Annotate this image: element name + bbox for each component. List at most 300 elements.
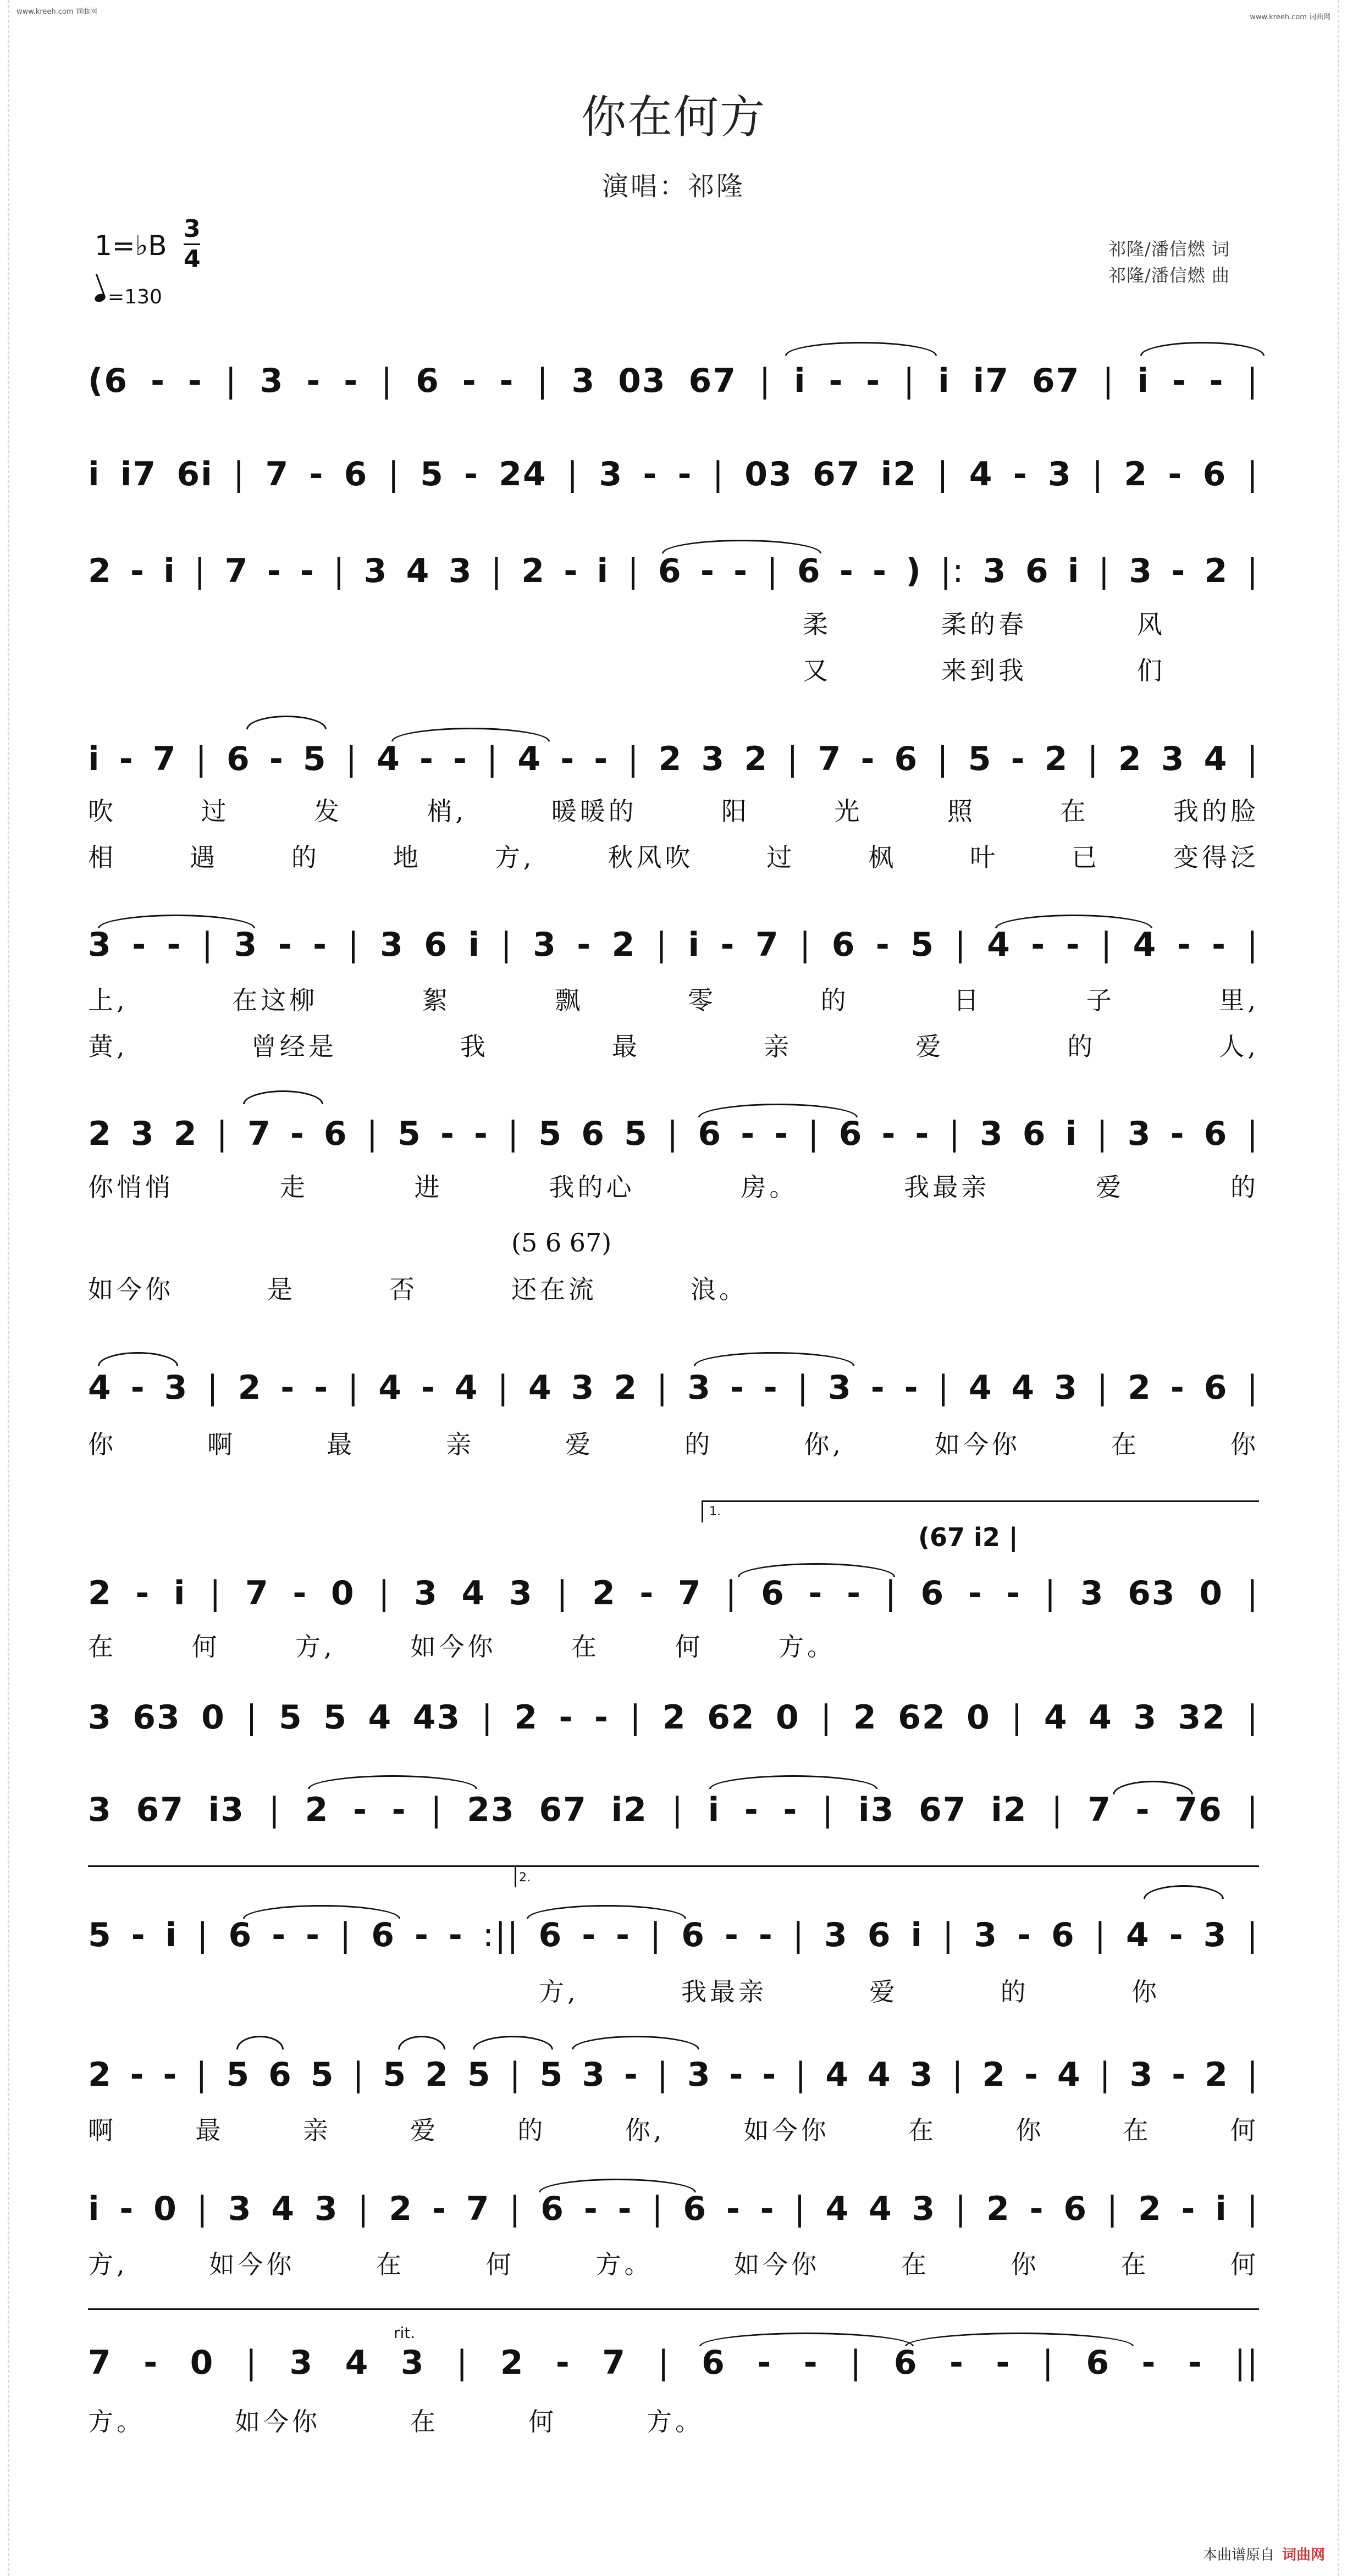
note-token: 4 — [517, 740, 542, 778]
note-token: 6 — [1063, 2190, 1088, 2228]
lyric-segment: 的 — [517, 2115, 546, 2145]
lyric-segment: 在这柳 — [232, 985, 318, 1015]
note-token: i — [88, 2190, 101, 2228]
note-token: 2 — [744, 740, 769, 778]
lyric-segment: 梢, — [427, 796, 467, 826]
lyric-line-6b — [88, 1270, 748, 1306]
note-token: 5 — [968, 740, 992, 778]
lyric-segment: 又 — [803, 656, 831, 685]
barline: | — [490, 552, 503, 590]
note-token: i3 — [208, 1791, 245, 1829]
note-token: i — [1065, 1115, 1078, 1153]
note-token: - — [1177, 926, 1192, 964]
note-token: 3 — [827, 1369, 852, 1407]
lyric-segment: 啊 — [88, 2115, 117, 2145]
note-token: - — [151, 362, 165, 400]
note-token: 6 — [893, 2344, 918, 2382]
note-token: - — [448, 1916, 463, 1954]
note-token: 62 — [707, 1698, 755, 1737]
note-token: 2 — [1205, 2056, 1229, 2094]
note-token: - — [873, 552, 888, 590]
note-token: i — [688, 926, 701, 964]
barline: | — [954, 926, 967, 964]
note-token: 67 — [539, 1791, 587, 1829]
tie-slur — [308, 1775, 477, 1789]
note-token: 6 — [371, 1916, 395, 1954]
barline: | — [509, 2190, 522, 2228]
note-token: 3 — [400, 2344, 425, 2382]
barline: | — [1100, 926, 1113, 964]
note-token: 67 — [688, 362, 737, 400]
note-token: 6 — [344, 455, 368, 494]
tie-slur — [785, 342, 937, 356]
lyric-segment: 的 — [1067, 1032, 1096, 1061]
note-token: 4 — [1044, 1698, 1068, 1737]
note-token: 3 — [289, 2344, 314, 2382]
note-token: - — [677, 455, 693, 494]
note-token: 2 — [88, 1574, 112, 1613]
barline: | — [937, 455, 949, 494]
note-token: 4 — [987, 926, 1011, 964]
note-token: - — [741, 1115, 756, 1153]
lyric-segment: 爱 — [869, 1977, 898, 2007]
time-signature — [184, 216, 201, 273]
lyric-segment: 如今你 — [410, 1632, 496, 1661]
barline: | — [650, 1916, 663, 1954]
note-token: 4 — [867, 2056, 892, 2094]
note-token: 67 — [1031, 362, 1080, 400]
note-token: - — [1212, 926, 1227, 964]
note-token: 4 — [377, 740, 401, 778]
barline: | — [766, 552, 779, 590]
note-token: i2 — [880, 455, 918, 494]
lyric-segment: 上, — [88, 985, 128, 1015]
note-token: 3 — [380, 926, 404, 964]
note-token: 6 — [1086, 2344, 1111, 2382]
barline: | — [456, 2344, 469, 2382]
note-token: 4 — [969, 455, 993, 494]
note-token: 4 — [1089, 1698, 1113, 1737]
tie-slur — [694, 1352, 854, 1366]
note-token: 67 — [136, 1791, 184, 1829]
lyric-segment: 如今你 — [734, 2250, 820, 2279]
note-token: 2 — [173, 1115, 198, 1153]
note-token: 4 — [271, 2190, 296, 2228]
barline: | — [500, 926, 513, 964]
note-token: - — [314, 1369, 329, 1407]
note-token: i3 — [858, 1791, 895, 1829]
lyric-segment: 爱 — [915, 1032, 945, 1061]
barline: | — [1246, 1916, 1259, 1954]
note-token: - — [860, 740, 876, 778]
note-token: - — [1006, 1574, 1022, 1613]
note-token: 2 — [658, 740, 683, 778]
note-token: - — [119, 740, 134, 778]
note-token: 3 — [582, 2056, 606, 2094]
barline: | — [1246, 1369, 1259, 1407]
lyric-segment: 你 — [88, 1430, 117, 1459]
note-token: 4 — [461, 1574, 486, 1613]
lyric-segment: 进 — [414, 1172, 443, 1202]
lyric-segment: 风 — [1137, 610, 1166, 639]
note-token: - — [847, 1574, 862, 1613]
note-token: 2 — [986, 2190, 1011, 2228]
score-line-7 — [88, 1358, 1259, 1418]
tie-slur — [98, 1352, 178, 1366]
note-token: 5 — [279, 1698, 303, 1737]
barline: | — [246, 1698, 258, 1737]
note-token: - — [309, 455, 324, 494]
note-token: (6 — [88, 362, 129, 400]
note-token: 7 — [265, 455, 290, 494]
note-token: - — [1172, 2056, 1187, 2094]
barline: | — [885, 1574, 897, 1613]
lyric-segment: 们 — [1137, 656, 1166, 685]
note-token: 5 — [302, 740, 327, 778]
barline: | — [1246, 2190, 1259, 2228]
note-token: 3 — [824, 1916, 848, 1954]
note-token: - — [1171, 552, 1186, 590]
volta-label-1: 1. — [709, 1505, 721, 1519]
note-token: - — [866, 362, 881, 400]
note-token: 6 — [698, 1115, 722, 1153]
note-token: - — [344, 362, 359, 400]
barline: | — [245, 2344, 258, 2382]
barline: | — [1011, 1698, 1024, 1737]
note-token: - — [414, 1916, 429, 1954]
volta-bracket-1-line — [702, 1500, 1259, 1502]
footer-credit — [1203, 2544, 1325, 2564]
barline: | — [233, 455, 246, 494]
barline: | — [378, 1574, 391, 1613]
note-token: 6 — [424, 926, 448, 964]
note-token: 4 — [368, 1698, 393, 1737]
score-line-8 — [88, 1563, 1259, 1624]
note-token: 6 — [1204, 1369, 1228, 1407]
lyric-line-5a — [88, 980, 1259, 1017]
lyric-segment: 日 — [953, 985, 982, 1015]
note-token: - — [870, 1369, 886, 1407]
lyric-line-4b — [88, 838, 1259, 874]
note-token: - — [760, 2190, 775, 2228]
note-token: i — [1067, 552, 1080, 590]
note-token: - — [300, 552, 315, 590]
barline: | — [1246, 1115, 1259, 1153]
note-token: 3 — [509, 1574, 533, 1613]
site-watermark-left: www.kreeh.com 词曲网 — [16, 8, 97, 16]
lyric-segment: 吹 — [88, 796, 117, 826]
note-token: i2 — [611, 1791, 648, 1829]
composer-credit: 祁隆/潘信燃 曲 — [1108, 265, 1230, 286]
tie-slur — [473, 2036, 553, 2049]
barline: | — [537, 362, 549, 400]
lyric-segment: 爱 — [1096, 1172, 1125, 1202]
note-token: - — [774, 1115, 790, 1153]
note-token: - — [829, 362, 844, 400]
volta-bracket-2 — [515, 1865, 516, 1887]
note-token: 3 — [979, 1115, 1004, 1153]
tie-slur — [1144, 1885, 1224, 1899]
note-token: 0 — [967, 1698, 991, 1737]
barline: | — [656, 2056, 669, 2094]
lyric-segment: 亲 — [764, 1032, 792, 1061]
note-token: - — [1066, 926, 1081, 964]
system-divider-2 — [88, 2308, 1259, 2310]
note-token: 7 — [247, 1115, 272, 1153]
note-token: 3 — [88, 926, 112, 964]
note-token: 3 — [228, 2190, 252, 2228]
barline: | — [196, 2056, 208, 2094]
note-token: 3 — [571, 1369, 595, 1407]
barline: | — [1246, 740, 1259, 778]
note-token: 4 — [968, 1369, 993, 1407]
note-token: i7 — [120, 455, 157, 494]
lyric-segment: 你 — [1230, 1430, 1259, 1459]
note-token: - — [421, 1369, 436, 1407]
barline: | — [822, 1791, 835, 1829]
note-token: - — [555, 2344, 571, 2382]
barline: | — [388, 455, 400, 494]
note-token: - — [733, 552, 749, 590]
lyric-segment: 我最亲 — [681, 1977, 767, 2007]
note-token: 2 — [521, 552, 546, 590]
note-token: 6 — [761, 1574, 785, 1613]
note-token: 3 — [130, 1115, 155, 1153]
note-token: 6 — [683, 2190, 708, 2228]
note-token: 4 — [454, 1369, 479, 1407]
note-token: 5 — [420, 455, 444, 494]
lyric-line-7 — [88, 1425, 1259, 1461]
lyric-segment: 何 — [191, 1632, 220, 1661]
note-token: 2 — [853, 1698, 877, 1737]
note-token: - — [130, 2056, 145, 2094]
note-token: - — [167, 926, 182, 964]
lyric-segment: 的 — [291, 843, 320, 872]
lyric-segment: 方。 — [88, 2407, 145, 2436]
barline: | — [357, 2190, 370, 2228]
note-token: i — [708, 1791, 721, 1829]
note-token: 63 — [133, 1698, 181, 1737]
note-token: 7 — [224, 552, 249, 590]
note-token: 6 — [323, 1115, 348, 1153]
key-signature: 1=♭B — [95, 230, 167, 262]
note-token: 5 — [910, 926, 935, 964]
note-token: 2 — [514, 1698, 539, 1737]
lyric-segment: 方, — [295, 1632, 335, 1661]
barline: | — [352, 2056, 365, 2094]
barline: | — [1246, 2056, 1259, 2094]
lyric-segment: 否 — [389, 1275, 418, 1304]
lyric-segment: 阳 — [721, 796, 750, 826]
lyric-segment: 啊 — [207, 1430, 236, 1459]
note-token: - — [272, 1916, 287, 1954]
note-token: 6 — [702, 2344, 726, 2382]
note-token: 3 — [1161, 740, 1185, 778]
lyric-segment: 你悄悄 — [88, 1172, 174, 1202]
note-token: - — [1169, 1916, 1184, 1954]
system-divider — [88, 1865, 1259, 1867]
note-token: 0 — [190, 2344, 214, 2382]
lyric-segment: 的 — [1230, 1172, 1259, 1202]
note-token: 3 — [314, 2190, 339, 2228]
barline: | — [1102, 362, 1115, 400]
lyric-segment: 的 — [820, 985, 849, 1015]
note-token: 32 — [1178, 1698, 1227, 1737]
optional-notes-2: (67 i2 | — [918, 1522, 1018, 1552]
lyric-segment: 何 — [1230, 2250, 1259, 2279]
barline: | — [937, 1369, 950, 1407]
barline: | — [207, 1369, 219, 1407]
note-token: 03 — [744, 455, 793, 494]
note-token: 5 — [467, 2056, 492, 2094]
note-token: 6 — [1051, 1916, 1075, 1954]
note-token: 6 — [268, 2056, 292, 2094]
note-token: - — [1170, 1369, 1185, 1407]
barline: | — [1246, 455, 1259, 494]
note-token: - — [639, 1574, 655, 1613]
barline: | — [509, 2056, 522, 2094]
note-token: - — [623, 2056, 639, 2094]
note-token: 0 — [153, 2190, 178, 2228]
lyric-segment: 何 — [485, 2250, 515, 2279]
lyric-segment: 飘 — [555, 985, 584, 1015]
barline: | — [850, 2344, 863, 2382]
note-token: 4 — [1057, 2056, 1081, 2094]
lyric-line-6a — [88, 1167, 1259, 1204]
note-token: i — [793, 362, 807, 400]
ritardando-mark: rit. — [394, 2324, 416, 2342]
note-token: 6 — [658, 552, 682, 590]
note-token: - — [306, 362, 322, 400]
lyric-segment: 最 — [195, 2115, 224, 2145]
note-token: i — [468, 926, 481, 964]
note-token: 6 — [581, 1115, 605, 1153]
tie-slur — [236, 2036, 284, 2049]
lyric-segment: 在 — [1060, 796, 1089, 826]
lyric-segment: 过 — [766, 843, 796, 872]
barline: | — [759, 362, 772, 400]
note-token: - — [130, 1369, 146, 1407]
lyric-segment: 来到我 — [941, 656, 1027, 685]
note-token: - — [391, 1791, 407, 1829]
note-token: 3 — [909, 2056, 934, 2094]
note-token: - — [267, 552, 282, 590]
barline: | — [197, 1916, 209, 1954]
note-token: 7 — [88, 2344, 112, 2382]
song-title: 你在何方 — [581, 91, 766, 143]
barline: | — [797, 1369, 809, 1407]
lyric-segment: 如今你 — [88, 1275, 174, 1304]
note-token: - — [1172, 362, 1187, 400]
lyric-segment: 何 — [1230, 2115, 1259, 2145]
note-token: - — [881, 1115, 897, 1153]
note-token: i — [163, 552, 176, 590]
barline: | — [656, 1369, 669, 1407]
note-token: - — [949, 2344, 964, 2382]
tie-slur — [1140, 342, 1265, 356]
lyric-segment: 的 — [1000, 1977, 1029, 2007]
time-sig-top: 3 — [184, 215, 201, 243]
note-token: - — [1017, 1916, 1032, 1954]
barline: | — [216, 1115, 229, 1153]
lyric-line-3b — [803, 651, 1166, 687]
barline: | — [194, 552, 207, 590]
lyric-segment: 在 — [901, 2250, 930, 2279]
note-token: - — [594, 740, 609, 778]
note-token: - — [1170, 1115, 1185, 1153]
note-token: 5 — [310, 2056, 335, 2094]
lyric-segment: 如今你 — [209, 2250, 295, 2279]
note-token: - — [1029, 2190, 1045, 2228]
note-token: - — [968, 1574, 983, 1613]
lyric-segment: 在 — [410, 2407, 439, 2436]
optional-notes: (5 6 67) — [511, 1228, 612, 1257]
tie-slur — [398, 2036, 445, 2049]
lyric-segment: 过 — [201, 796, 230, 826]
tie-slur — [243, 1090, 323, 1104]
barline: :|| — [482, 1916, 520, 1954]
note-token: 3 — [448, 552, 473, 590]
note-token: 23 — [467, 1791, 515, 1829]
lyricist-credit: 祁隆/潘信燃 词 — [1108, 239, 1230, 259]
lyric-segment: 在 — [376, 2250, 405, 2279]
note-token: 3 — [1129, 552, 1153, 590]
note-token: 6 — [867, 1916, 892, 1954]
note-token: - — [462, 362, 477, 400]
note-token: 2 — [88, 2056, 112, 2094]
lyric-line-12 — [88, 2110, 1259, 2147]
score-line-12 — [88, 2045, 1259, 2105]
lyric-segment: 柔的春 — [941, 610, 1027, 639]
lyric-segment: 你 — [1131, 1977, 1160, 2007]
barline: | — [787, 740, 799, 778]
note-token: 6 — [681, 1916, 705, 1954]
note-token: 2 — [982, 2056, 1007, 2094]
note-token: 3 — [1133, 1698, 1158, 1737]
barline: | — [955, 2190, 968, 2228]
lyric-segment: 方, — [88, 2250, 128, 2279]
barline: | — [209, 1574, 222, 1613]
barline: | — [1044, 1574, 1057, 1613]
note-token: 6 — [831, 926, 856, 964]
lyric-segment: 如今你 — [934, 1430, 1020, 1459]
note-token: 4 — [406, 552, 430, 590]
score-line-9 — [88, 1687, 1259, 1748]
right-margin-guide — [1338, 0, 1347, 2576]
note-token: 4 — [345, 2344, 369, 2382]
note-token: 6 — [1202, 455, 1227, 494]
note-token: - — [499, 362, 515, 400]
lyric-segment: 还在流 — [511, 1275, 597, 1304]
barline: | — [201, 926, 214, 964]
note-token: 7 — [677, 1574, 702, 1613]
barline: | — [799, 926, 812, 964]
lyric-segment: 爱 — [565, 1430, 594, 1459]
note-token: - — [130, 552, 145, 590]
note-token: 5 — [539, 2056, 564, 2094]
note-token: - — [1188, 2344, 1203, 2382]
note-token: 3 — [701, 740, 726, 778]
lyric-segment: 零 — [688, 985, 716, 1015]
lyric-segment: 房。 — [741, 1172, 798, 1202]
note-token: 2 — [238, 1369, 262, 1407]
note-token: - — [290, 1115, 305, 1153]
note-token: - — [904, 1369, 919, 1407]
tempo-marking — [95, 286, 162, 308]
barline: | — [507, 1115, 520, 1153]
lyric-segment: 我的心 — [549, 1172, 635, 1202]
lyric-segment: 柔 — [803, 610, 831, 639]
